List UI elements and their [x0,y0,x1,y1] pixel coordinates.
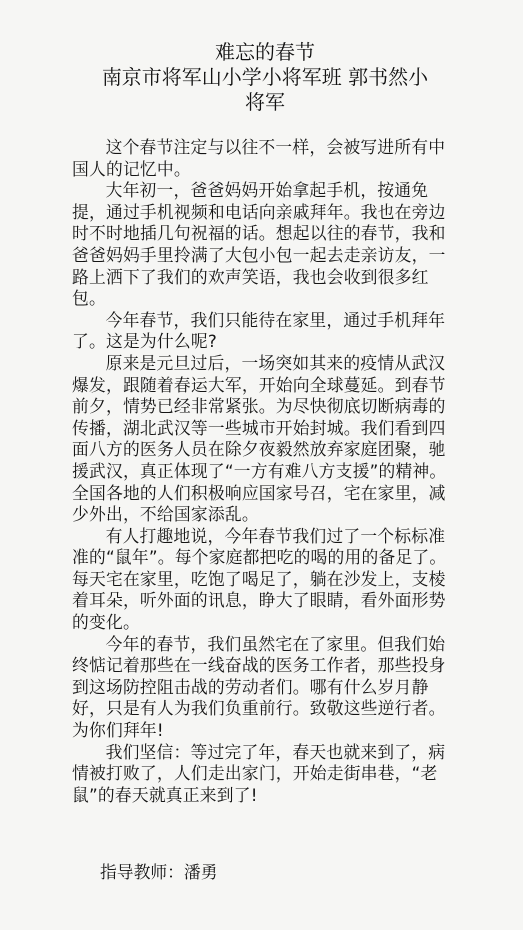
paragraph-1: 这个春节注定与以往不一样，会被写进所有中国人的记忆中。 [72,137,446,179]
paragraph-7: 我们坚信：等过完了年，春天也就来到了，病情被打败了，人们走出家门，开始走街串巷，“老鼠”的春天就真正来到了! [72,741,446,805]
paragraph-3: 今年春节，我们只能待在家里，通过手机拜年了。这是为什么呢? [72,309,446,352]
paragraph-4: 原来是元旦过后，一场突如其来的疫情从武汉爆发，跟随着春运大军，开始向全球蔓延。到春节前夕，情势已经非常紧张。为尽快彻底切断病毒的传播，湖北武汉等一些城市开始封城。我们看到四面八方的医务人员在除夕夜毅然放弃家庭团聚，驰援武汉，真正体现了“一方有难八方支援”的精神。全国各地的人们积极响应国家号召，宅在家里，减少外出，不给国家添乱。 [72,352,447,525]
author-line-2: 将军 [245,90,285,114]
author-line-1: 南京市将军山小学小将军班 郭书然小 [101,65,429,89]
teacher-name: 潘勇 [183,862,218,882]
paragraph-2: 大年初一，爸爸妈妈开始拿起手机，按通免提，通过手机视频和电话向亲戚拜年。我也在旁边时不时地插几句祝福的话。想起以往的春节，我和爸爸妈妈手里拎满了大包小包一起去走亲访友，一路上洒下了我们的欢声笑语，我也会收到很多红包。 [72,180,446,309]
teacher-label: 指导教师： [100,862,184,882]
paragraph-5: 有人打趣地说，今年春节我们过了一个标标准准的“鼠年”。每个家庭都把吃的喝的用的备足了。每天宅在家里，吃饱了喝足了，躺在沙发上，支棱着耳朵，听外面的讯息，睁大了眼睛，看外面形势的变化。 [72,525,447,633]
paragraph-6: 今年的春节，我们虽然宅在了家里。但我们始终惦记着那些在一线奋战的医务工作者，那些投身到这场防控阻击战的劳动者们。哪有什么岁月静好，只是有人为我们负重前行。致敬这些逆行者。为你们拜年! [72,633,446,741]
title-block [70,40,460,115]
teacher-credit [100,861,218,883]
document-title: 难忘的春节 [215,40,315,64]
essay-body [72,137,452,806]
